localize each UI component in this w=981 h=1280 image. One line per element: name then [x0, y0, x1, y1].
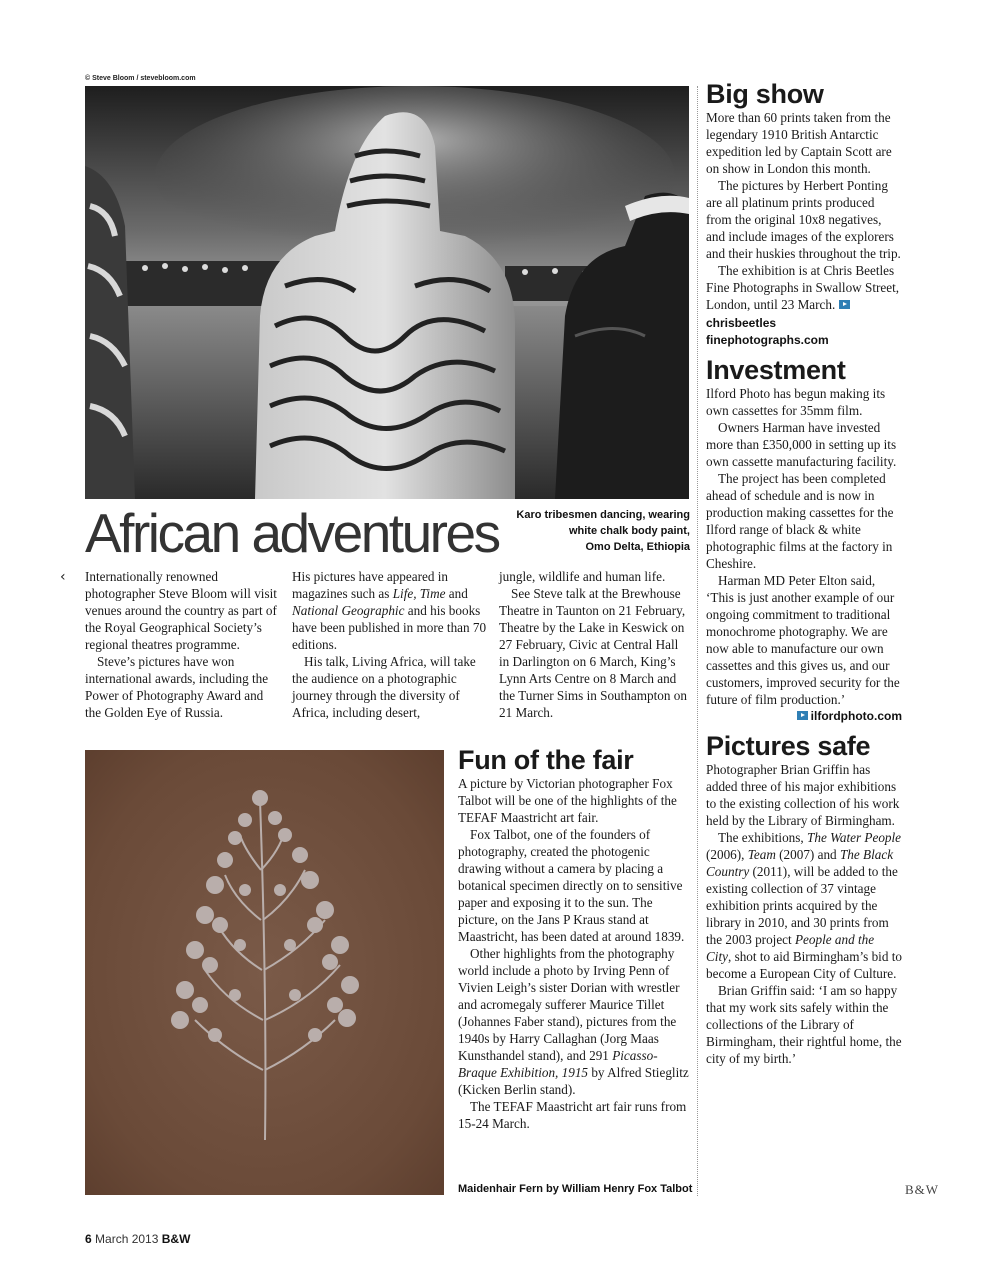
right-column — [706, 79, 902, 1067]
paragraph: Photographer Brian Griffin has added three of his major exhibitions to the existing collection of his work held by the Library of Birmingham. — [706, 762, 900, 828]
headline: African adventures — [85, 502, 499, 564]
paragraph: More than 60 prints taken from the legendary 1910 British Antarctic expedition led by Captain Scott are on show in London this month. — [706, 110, 892, 176]
photo-credit: © Steve Bloom / stevebloom.com — [85, 75, 196, 82]
paragraph: jungle, wildlife and human life. — [499, 569, 666, 584]
magazine-name: B&W — [161, 1232, 191, 1246]
paragraph: Owners Harman have invested more than £350,000 in setting up its own cassette manufacturing facility. — [706, 420, 897, 469]
article-column-2 — [292, 568, 488, 721]
paragraph: Harman MD Peter Elton said, ‘This is just another example of our ongoing commitment to traditional monochrome photography. We are now able to manufacture our own cassettes and this gives us, and our customers, improved security for the future of film production.’ — [706, 573, 900, 707]
paragraph: Brian Griffin said: ‘I am so happy that my work sits safely within the collections of the Library of Birmingham, their rightful home, the city of my birth.’ — [706, 983, 902, 1066]
chevron-left-icon[interactable]: ‹ — [60, 569, 66, 585]
paragraph: The project has been completed ahead of schedule and is now in production making cassettes for the Ilford range of black & white photographic films at the factory in Cheshire. — [706, 471, 894, 571]
article-column-1 — [85, 568, 281, 721]
paragraph: Steve’s pictures have won international awards, including the Power of Photography Award and the Golden Eye of Russia. — [85, 654, 269, 720]
fern-photo — [85, 750, 444, 1195]
photo-caption-line: white chalk body paint, — [568, 525, 690, 537]
paragraph: His pictures have appeared in magazines such as Life, Time and National Geographic and his books have been published in more than 70 editions. — [292, 569, 487, 652]
photo-caption-line: Karo tribesmen dancing, wearing — [516, 509, 690, 521]
paragraph: The exhibition is at Chris Beetles Fine Photographs in Swallow Street, London, until 23 March. chrisbeetles — [706, 263, 900, 330]
bw-logo: B&W — [905, 1182, 940, 1197]
paragraph: Internationally renowned photographer Steve Bloom will visit venues around the country as part of the Royal Geographical Society’s regional theatres programme. — [85, 569, 277, 652]
paragraph: His talk, Living Africa, will take the audience on a photographic journey through the diversity of Africa, including desert, — [292, 654, 476, 720]
section-title: Pictures safe — [706, 731, 871, 761]
paragraph: A picture by Victorian photographer Fox Talbot will be one of the highlights of the TEFAF Maastricht art fair. — [458, 776, 677, 825]
paragraph: See Steve talk at the Brewhouse Theatre in Taunton on 21 February, Theatre by the Lake in Keswick on 27 February, Civic at Central Hall in Darlington on 6 March, King’s Lynn Arts Centre on 8 March and the Turner Sims in Southampton on 21 March. — [499, 586, 687, 720]
section-title: Investment — [706, 355, 846, 385]
weblink[interactable]: ilfordphoto.com — [706, 708, 902, 725]
photo-caption-line: Omo Delta, Ethiopia — [585, 541, 690, 553]
photo-caption — [480, 507, 690, 555]
page-footer — [85, 1232, 190, 1246]
column-divider — [697, 86, 698, 1196]
page-number: 6 — [85, 1232, 92, 1246]
paragraph: Other highlights from the photography world include a photo by Irving Penn of Vivien Leigh’s sister Dorian with wrestler and acromegaly sufferer Maurice Tillet (Johannes Faber stand), pictures from the 1940s by Harry Callaghan (Jorg Maas Kunsthandel stand), and 291 Picasso-Braque Exhibition, 1915 by Alfred Stieglitz (Kicken Berlin stand). — [458, 946, 689, 1097]
paragraph: The TEFAF Maastricht art fair runs from 15-24 March. — [458, 1099, 687, 1131]
weblink[interactable]: finephotographs.com — [706, 333, 829, 347]
weblink[interactable]: chrisbeetles — [706, 298, 853, 330]
issue-date: March 2013 — [95, 1232, 159, 1246]
article-column-3 — [499, 568, 691, 721]
tribesmen-photo — [85, 86, 689, 499]
play-arrow-icon — [839, 300, 850, 309]
play-arrow-icon — [797, 711, 808, 720]
section-title: Big show — [706, 79, 824, 109]
fun-of-the-fair-article — [458, 745, 690, 1132]
paragraph: Fox Talbot, one of the founders of photography, created the photogenic drawing without a camera by placing a botanical specimen directly on to sensitive paper and exposing it to the sun. The picture, on the Jans P Kraus stand at Maastricht, has been dated at around 1839. — [458, 827, 685, 944]
paragraph: The pictures by Herbert Ponting are all platinum prints produced from the original 10x8 negatives, and include images of the explorers and their huskies throughout the trip. — [706, 178, 901, 261]
paragraph: The exhibitions, The Water People (2006), Team (2007) and The Black Country (2011), will be added to the existing collection of 37 vintage exhibition prints acquired by the library in 2010, and 30 prints from the 2003 project People and the City, shot to aid Birmingham’s bid to become a European City of Culture. — [706, 830, 902, 981]
fern-caption: Maidenhair Fern by William Henry Fox Talbot — [458, 1183, 693, 1195]
section-title: Fun of the fair — [458, 745, 634, 775]
paragraph: Ilford Photo has begun making its own cassettes for 35mm film. — [706, 386, 886, 418]
